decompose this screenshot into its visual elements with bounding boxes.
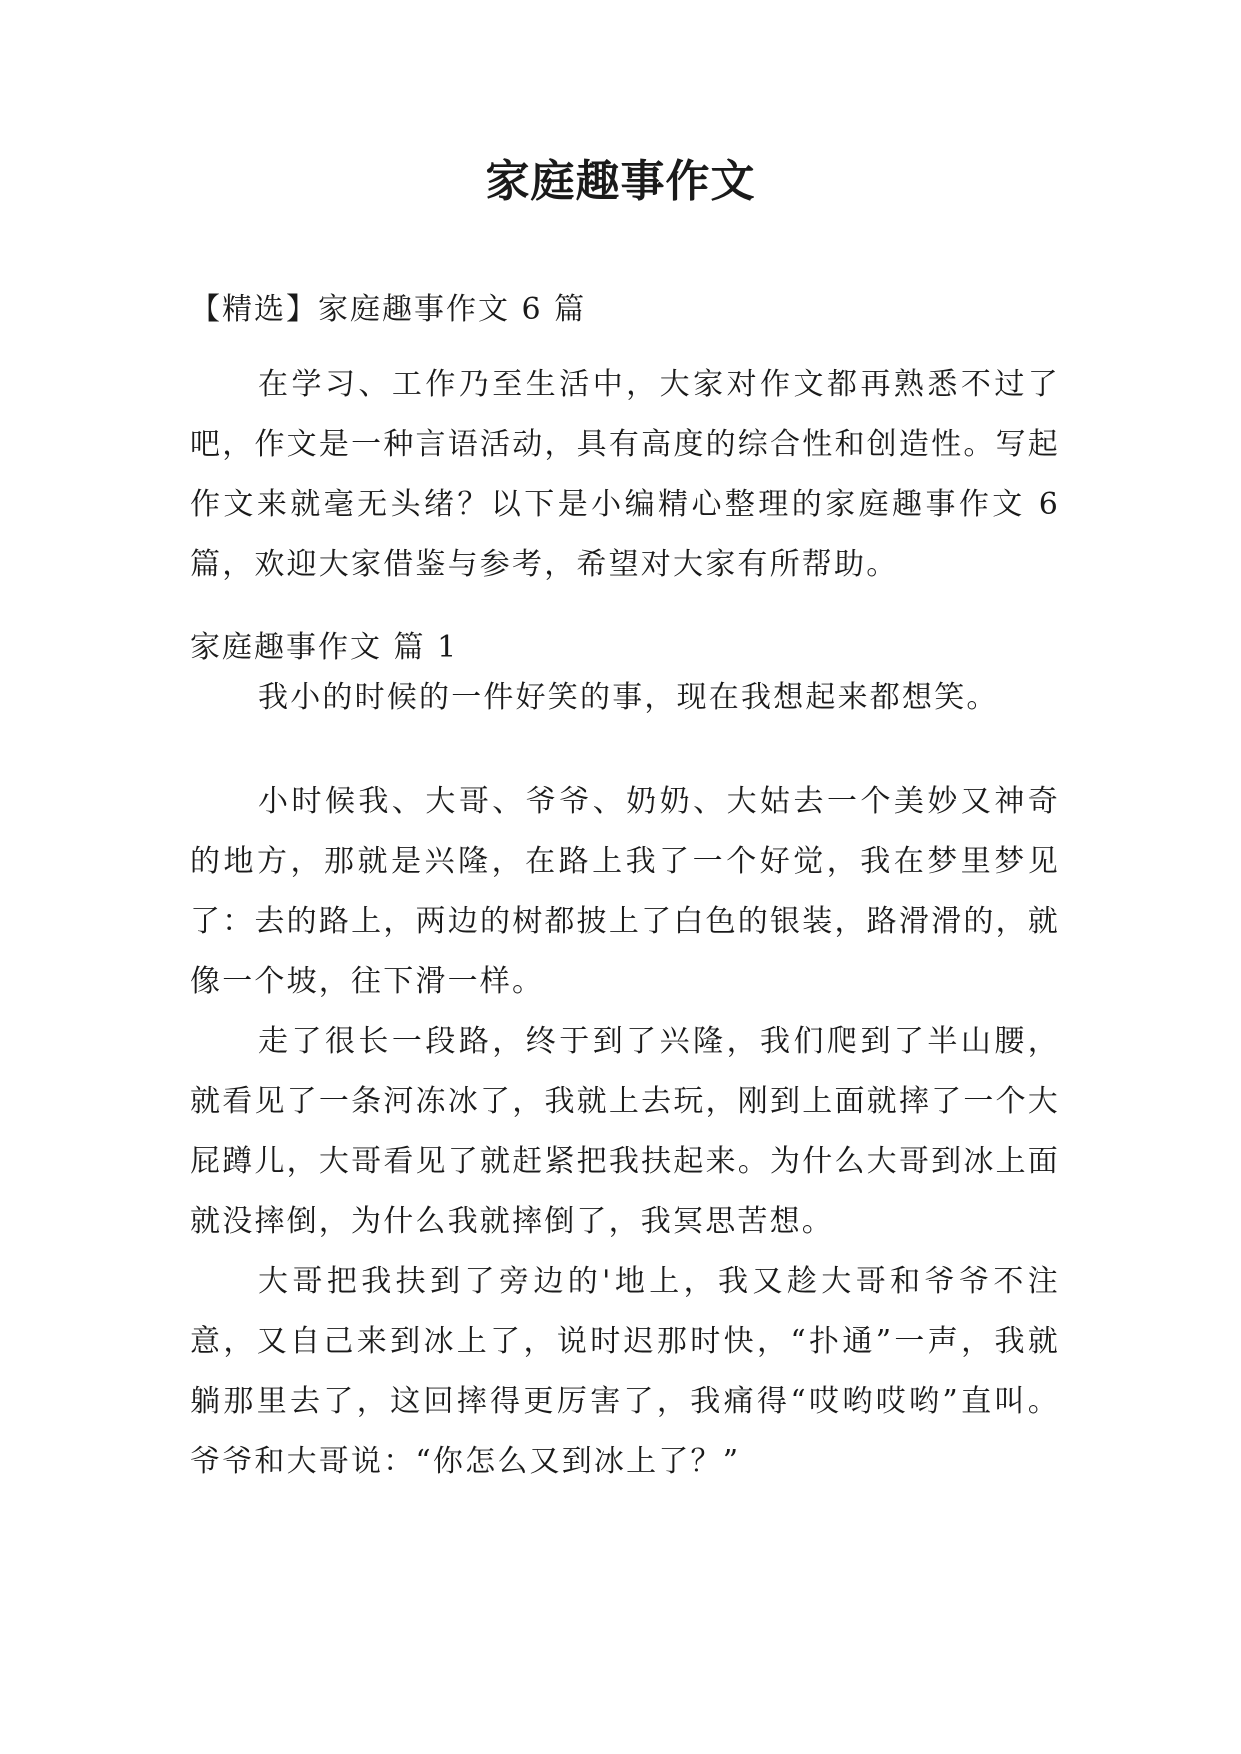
body-paragraph-2: 小时候我、大哥、爷爷、奶奶、大姑去一个美妙又神奇的地方，那就是兴隆，在路上我了一个好觉，我在梦里梦见了：去的路上，两边的树都披上了白色的银装，路滑滑的，就像一个坡，往下滑一样。 — [190, 784, 1060, 999]
intro-paragraph: 在学习、工作乃至生活中，大家对作文都再熟悉不过了吧，作文是一种言语活动，具有高度的综合性和创造性。写起作文来就毫无头绪？以下是小编精心整理的家庭趣事作文 6 篇，欢迎大家借鉴与参考，希望对大家有所帮助。 — [190, 367, 1060, 582]
section-heading: 家庭趣事作文 篇 1 — [190, 630, 459, 665]
body-paragraph-1: 我小的时候的一件好笑的事，现在我想起来都想笑。 — [258, 680, 999, 715]
document-title: 家庭趣事作文 — [485, 156, 756, 207]
body-paragraph-4: 大哥把我扶到了旁边的'地上，我又趁大哥和爷爷不注意，又自己来到冰上了，说时迟那时快，“扑通”一声，我就躺那里去了，这回摔得更厉害了，我痛得“哎哟哎哟”直叫。爷爷和大哥说：“你怎么又到冰上了？” — [190, 1264, 1060, 1479]
body-paragraph-3: 走了很长一段路，终于到了兴隆，我们爬到了半山腰，就看见了一条河冻冰了，我就上去玩，刚到上面就摔了一个大屁蹲儿，大哥看见了就赶紧把我扶起来。为什么大哥到冰上面就没摔倒，为什么我就摔倒了，我冥思苦想。 — [190, 1024, 1060, 1239]
document-subtitle: 【精选】家庭趣事作文 6 篇 — [190, 292, 587, 327]
